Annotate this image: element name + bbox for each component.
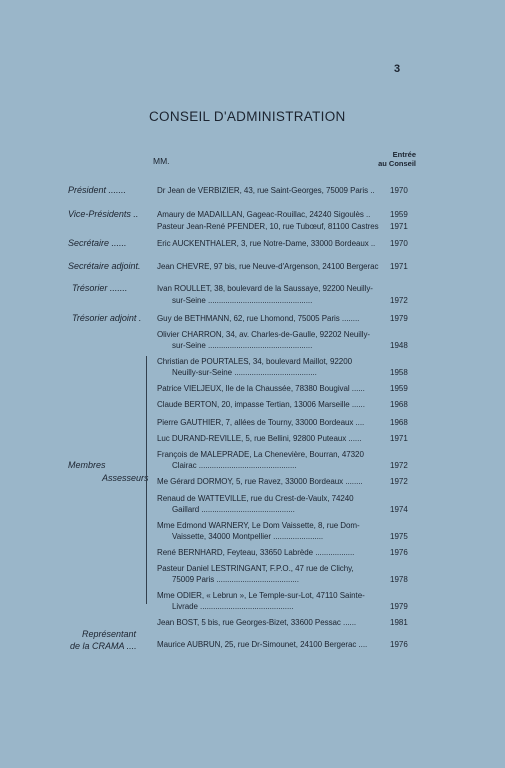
member-line: Olivier CHARRON, 34, av. Charles-de-Gaulle, 92202 Neuilly- [157, 330, 371, 339]
entry-year: 1974 [390, 505, 408, 514]
member-line: Jean BOST, 5 bis, rue Georges-Bizet, 33600 Pessac ...... [157, 618, 357, 627]
member-line: René BERNHARD, Feyteau, 33650 Labrède .................. [157, 548, 355, 557]
header-entree [370, 150, 416, 168]
entry-year: 1976 [390, 640, 408, 649]
member-line: Mme ODIER, « Lebrun », Le Temple-sur-Lot, 47110 Sainte- [157, 591, 365, 600]
member-line: Christian de POURTALES, 34, boulevard Maillot, 92200 [157, 357, 352, 366]
entry-year: 1972 [390, 477, 408, 486]
role-vice-presidents: Vice-Présidents .. [68, 209, 139, 219]
page-number: 3 [394, 63, 401, 75]
member-line: Renaud de WATTEVILLE, rue du Crest-de-Vaulx, 74240 [157, 494, 354, 503]
entry-year: 1970 [390, 186, 408, 195]
role-tresorier: Trésorier ....... [72, 283, 128, 293]
member-line: Guy de BETHMANN, 62, rue Lhomond, 75005 Paris ........ [157, 314, 360, 323]
entry-year: 1968 [390, 400, 408, 409]
role-secretaire: Secrétaire ...... [68, 238, 127, 248]
entry-year: 1979 [390, 314, 408, 323]
entry-year: 1959 [390, 384, 408, 393]
header-entree-line1: Entrée [392, 150, 416, 159]
member-line: Pasteur Jean-René PFENDER, 10, rue Tubœuf, 81100 Castres [157, 222, 379, 231]
member-line: Pierre GAUTHIER, 7, allées de Tourny, 33000 Bordeaux .... [157, 418, 365, 427]
entry-year: 1948 [390, 341, 408, 350]
entry-year: 1976 [390, 548, 408, 557]
member-line: Amaury de MADAILLAN, Gageac-Rouillac, 24240 Sigoulès .. [157, 210, 371, 219]
member-line: Dr Jean de VERBIZIER, 43, rue Saint-Georges, 75009 Paris .. [157, 186, 375, 195]
role-membres: Membres [68, 460, 106, 470]
entry-year: 1975 [390, 532, 408, 541]
member-line: Neuilly-sur-Seine ...................................... [172, 368, 317, 377]
member-line: sur-Seine ................................................ [172, 341, 313, 350]
members-brace [146, 356, 151, 604]
member-line: Gaillard ........................................... [172, 505, 295, 514]
member-line: Clairac ............................................. [172, 461, 297, 470]
role-tresorier-adjoint: Trésorier adjoint . [72, 313, 142, 323]
page-title: CONSEIL D'ADMINISTRATION [149, 109, 346, 124]
entry-year: 1981 [390, 618, 408, 627]
role-representant: Représentant [82, 629, 137, 639]
entry-year: 1979 [390, 602, 408, 611]
entry-year: 1959 [390, 210, 408, 219]
member-line: Patrice VIELJEUX, Ile de la Chaussée, 78380 Bougival ...... [157, 384, 365, 393]
member-line: Jean CHEVRE, 97 bis, rue Neuve-d'Argenson, 24100 Bergerac [157, 262, 379, 271]
header-mm: MM. [153, 156, 170, 166]
member-line: Luc DURAND-REVILLE, 5, rue Bellini, 92800 Puteaux ...... [157, 434, 362, 443]
member-line: Pasteur Daniel LESTRINGANT, F.P.O., 47 rue de Clichy, [157, 564, 354, 573]
role-de-la-crama: de la CRAMA .... [70, 641, 137, 651]
entry-year: 1978 [390, 575, 408, 584]
member-line: 75009 Paris ...................................... [172, 575, 299, 584]
member-line: Claude BERTON, 20, impasse Tertian, 13006 Marseille ...... [157, 400, 365, 409]
entry-year: 1970 [390, 239, 408, 248]
member-line: Me Gérard DORMOY, 5, rue Ravez, 33000 Bordeaux ........ [157, 477, 363, 486]
member-line: François de MALEPRADE, La Chenevière, Bourran, 47320 [157, 450, 364, 459]
entry-year: 1972 [390, 461, 408, 470]
member-line: Livrade ........................................... [172, 602, 294, 611]
role-secretaire-adjoint: Secrétaire adjoint. [68, 261, 141, 271]
member-line: Maurice AUBRUN, 25, rue Dr-Simounet, 24100 Bergerac .... [157, 640, 368, 649]
entry-year: 1958 [390, 368, 408, 377]
entry-year: 1968 [390, 418, 408, 427]
header-entree-line2: au Conseil [378, 159, 416, 168]
member-line: Mme Edmond WARNERY, Le Dom Vaissette, 8, rue Dom- [157, 521, 360, 530]
entry-year: 1971 [390, 434, 408, 443]
entry-year: 1971 [390, 262, 408, 271]
member-line: Eric AUCKENTHALER, 3, rue Notre-Dame, 33000 Bordeaux .. [157, 239, 376, 248]
member-line: Vaissette, 34000 Montpellier ....................... [172, 532, 324, 541]
member-line: Ivan ROULLET, 38, boulevard de la Saussaye, 92200 Neuilly- [157, 284, 373, 293]
role-assesseurs: Assesseurs [102, 473, 149, 483]
entry-year: 1972 [390, 296, 408, 305]
member-line: sur-Seine ................................................ [172, 296, 313, 305]
role-president: Président ....... [68, 185, 127, 195]
entry-year: 1971 [390, 222, 408, 231]
